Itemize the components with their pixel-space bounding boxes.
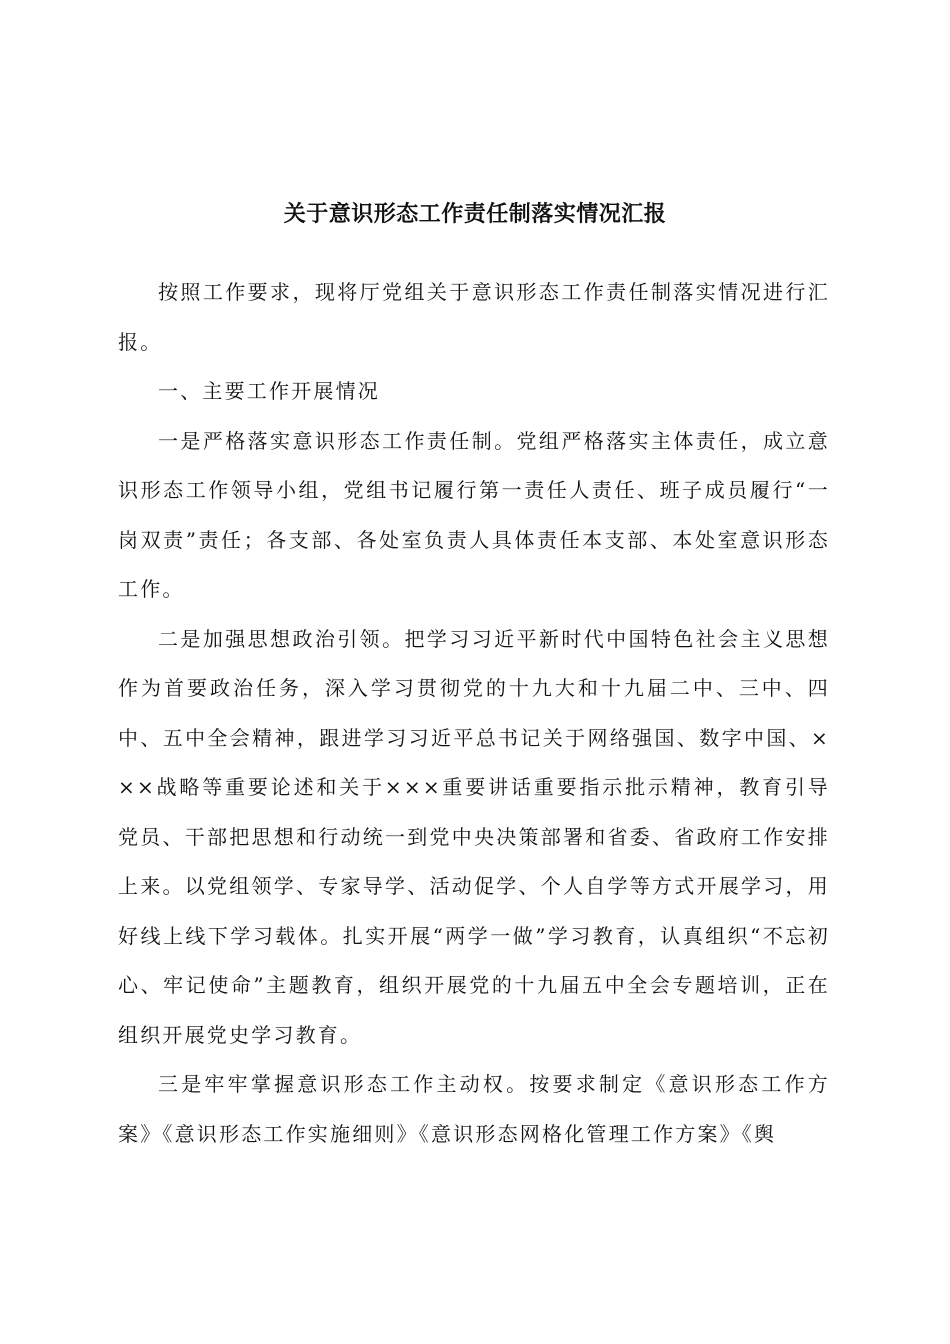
intro-paragraph: 按照工作要求，现将厅党组关于意识形态工作责任制落实情况进行汇报。 — [118, 280, 830, 354]
document-body — [118, 268, 830, 1159]
paragraph-political-guidance: 二是加强思想政治引领。把学习习近平新时代中国特色社会主义思想作为首要政治任务，深入学习贯彻党的十九大和十九届二中、三中、四中、五中全会精神，跟进学习习近平总书记关于网络强国、数字中国、×××战略等重要论述和关于×××重要讲话重要指示批示精神，教育引导党员、干部把思想和行动统一到党中央决策部署和省委、省政府工作安排上来。以党组领学、专家导学、活动促学、个人自学等方式开展学习，用好线上线下学习载体。扎实开展“两学一做”学习教育，认真组织“不忘初心、牢记使命”主题教育，组织开展党的十九届五中全会专题培训，正在组织开展党史学习教育。 — [118, 626, 830, 1047]
document-title: 关于意识形态工作责任制落实情况汇报 — [283, 201, 667, 227]
section-heading: 一、主要工作开展情况 — [158, 379, 380, 403]
paragraph-responsibility: 一是严格落实意识形态工作责任制。党组严格落实主体责任，成立意识形态工作领导小组，党组书记履行第一责任人责任、班子成员履行“一岗双责”责任；各支部、各处室负责人具体责任本支部、本处室意识形态工作。 — [118, 428, 830, 601]
paragraph-initiative: 三是牢牢掌握意识形态工作主动权。按要求制定《意识形态工作方案》《意识形态工作实施细则》《意识形态网格化管理工作方案》《舆 — [118, 1072, 830, 1146]
